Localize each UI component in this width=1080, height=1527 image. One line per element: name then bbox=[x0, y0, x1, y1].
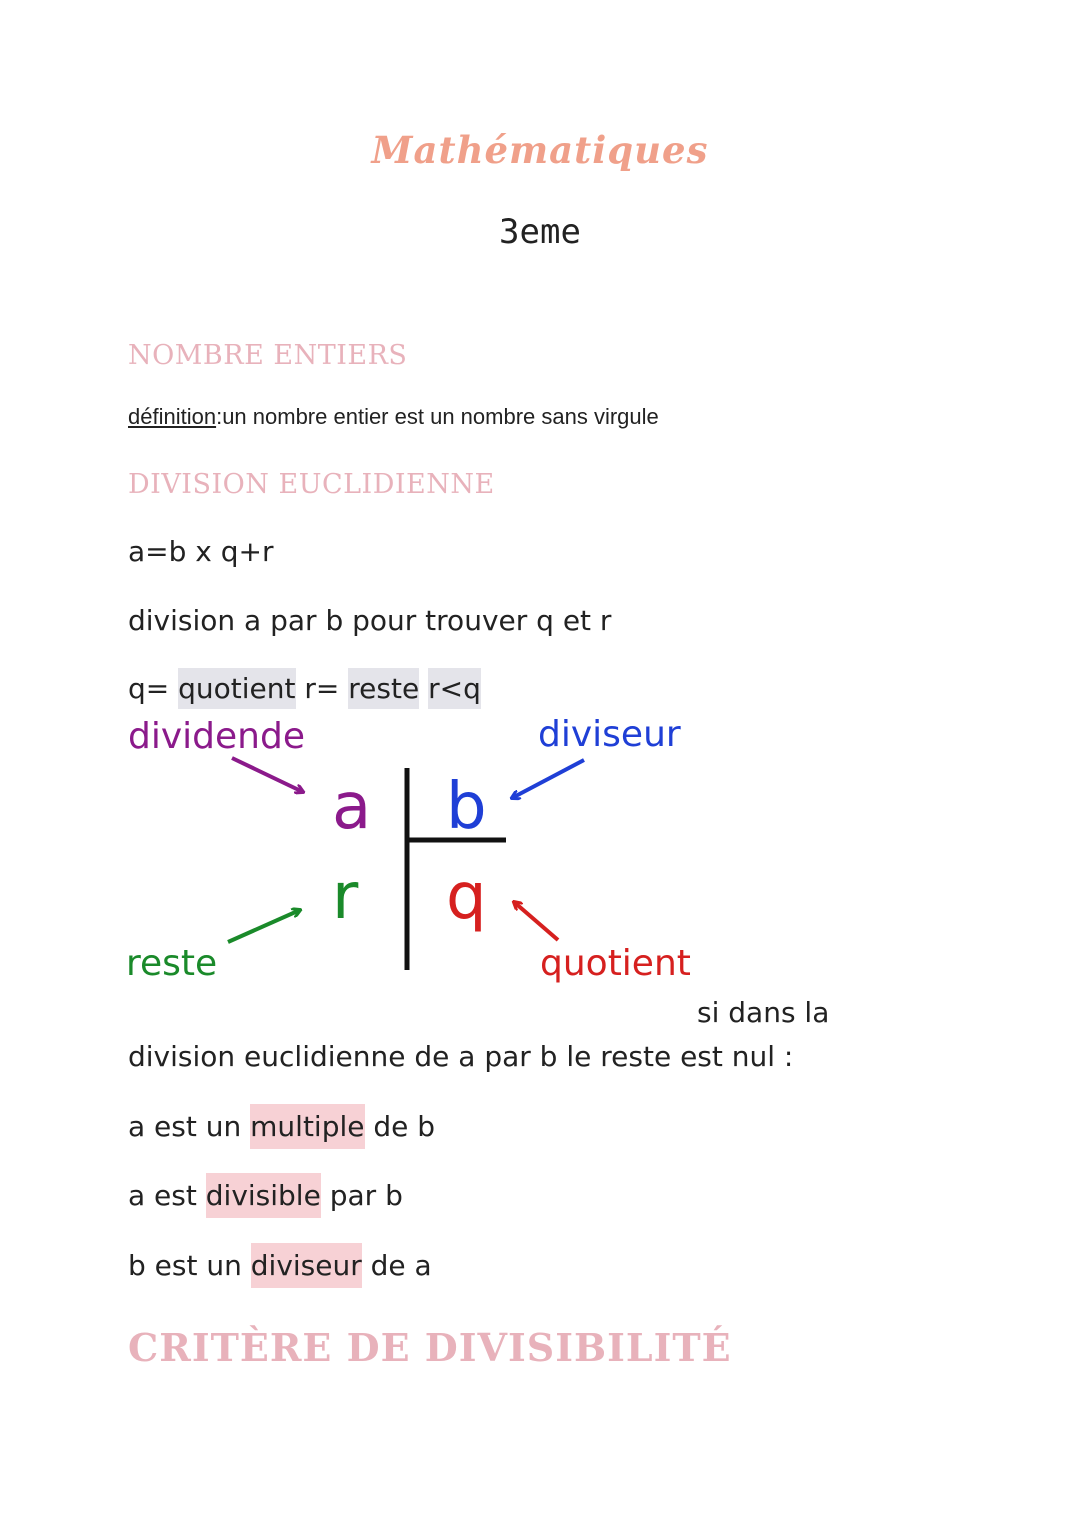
heading-nombre-entiers: NOMBRE ENTIERS bbox=[128, 340, 408, 371]
label-diviseur: diviseur bbox=[538, 714, 681, 755]
arrow-quotient bbox=[514, 902, 558, 940]
letter-a: a bbox=[332, 770, 372, 844]
rule-divisible-pre: a est bbox=[128, 1179, 206, 1212]
keyword-multiple: multiple bbox=[250, 1104, 364, 1149]
definition-term: définition bbox=[128, 404, 217, 429]
rule-divisible-post: par b bbox=[320, 1179, 403, 1212]
rule-multiple-pre: a est un bbox=[128, 1110, 251, 1143]
q-prefix: q= bbox=[128, 672, 179, 705]
page-title: Mathématiques bbox=[371, 128, 709, 172]
keyword-divisible: divisible bbox=[206, 1173, 321, 1218]
letter-b: b bbox=[446, 770, 487, 844]
page-subtitle: 3eme bbox=[499, 212, 581, 252]
definition-text: :un nombre entier est un nombre sans virgule bbox=[216, 404, 659, 429]
rule-multiple bbox=[128, 1110, 435, 1143]
division-diagram bbox=[0, 690, 1080, 990]
arrow-dividende bbox=[232, 758, 303, 792]
reste-word: reste bbox=[348, 668, 419, 709]
label-quotient: quotient bbox=[540, 943, 691, 984]
label-dividende: dividende bbox=[128, 716, 305, 757]
formula-line: a=b x q+r bbox=[128, 535, 274, 568]
arrow-diviseur bbox=[512, 760, 584, 798]
rule-diviseur-pre: b est un bbox=[128, 1249, 251, 1282]
rule-intro-part1: si dans la bbox=[697, 996, 830, 1029]
heading-division-euclidienne: DIVISION EUCLIDIENNE bbox=[128, 469, 495, 500]
instruction-line: division a par b pour trouver q et r bbox=[128, 604, 612, 637]
rule-diviseur bbox=[128, 1249, 432, 1282]
arrow-reste bbox=[228, 910, 300, 942]
r-prefix: r= bbox=[295, 672, 349, 705]
label-reste: reste bbox=[126, 943, 218, 984]
rule-intro-part2: division euclidienne de a par b le reste est nul : bbox=[128, 1040, 794, 1073]
quotient-word: quotient bbox=[178, 668, 295, 709]
rule-diviseur-post: de a bbox=[361, 1249, 432, 1282]
rule-divisible bbox=[128, 1179, 403, 1212]
heading-critere-divisibilite: CRITÈRE DE DIVISIBILITÉ bbox=[128, 1325, 732, 1370]
condition: r<q bbox=[428, 668, 481, 709]
letter-r: r bbox=[332, 860, 359, 934]
letter-q: q bbox=[446, 860, 487, 934]
keyword-diviseur: diviseur bbox=[251, 1243, 362, 1288]
rule-multiple-post: de b bbox=[364, 1110, 436, 1143]
definition-line bbox=[128, 404, 659, 430]
